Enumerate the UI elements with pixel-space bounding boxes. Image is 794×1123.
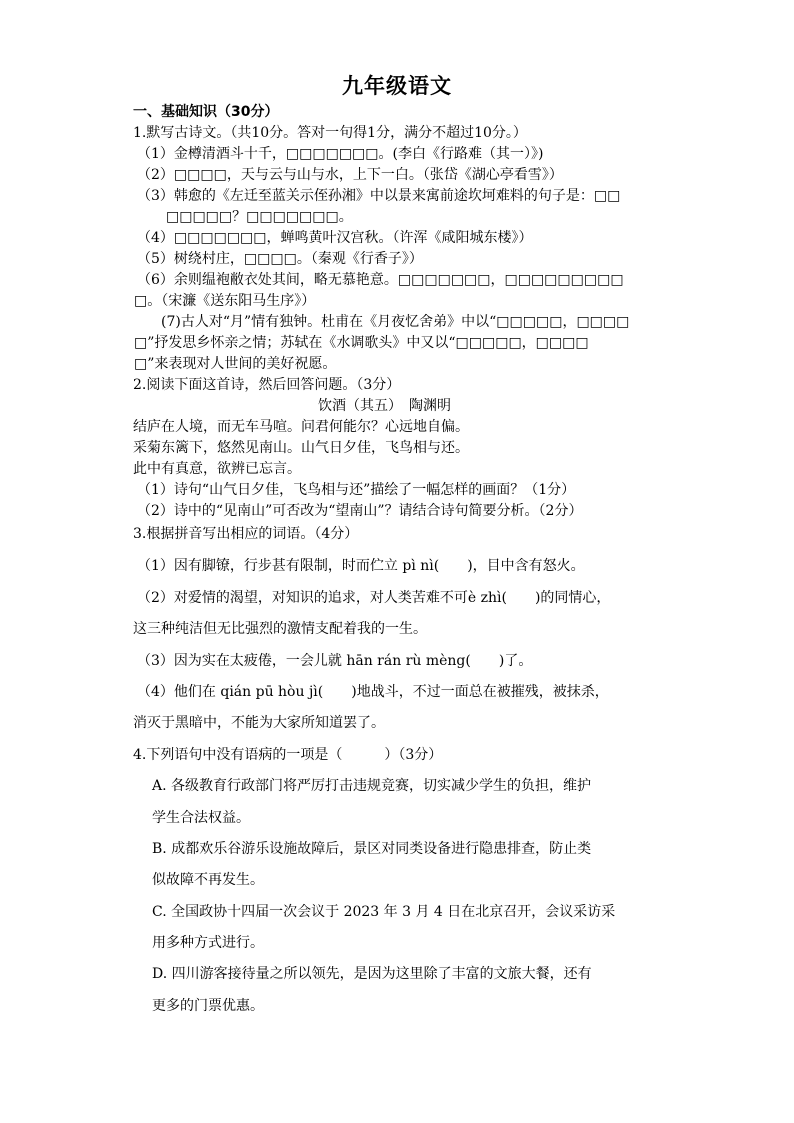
q3-line-3: （3）因为实在太疲倦，一会儿就 hān rán rù mèng( )了。	[137, 653, 533, 669]
q1-line-7a: (7)古人对“月”情有独钟。杜甫在《月夜忆舍弟》中以“□□□□□，□□□□	[161, 314, 630, 330]
q1-line-7b: □”抒发思乡怀亲之情；苏轼在《水调歌头》中又以“□□□□□，□□□□	[134, 335, 589, 351]
page-title: 九年级语文	[342, 74, 452, 98]
poem-line-2: 采菊东篱下，悠然见南山。山气日夕佳，飞鸟相与还。	[133, 440, 469, 456]
q1-stem: 1.默写古诗文。（共10分。答对一句得1分，满分不超过10分。）	[133, 125, 527, 141]
poem-title: 饮酒（其五） 陶渊明	[318, 398, 451, 414]
q1-line-2: （2）□□□□，天与云与山与水，上下一白。（张岱《湖心亭看雪》）	[137, 167, 563, 183]
q4-option-d-line-2: 更多的门票优惠。	[152, 998, 264, 1014]
q4-option-b-line-2: 似故障不再发生。	[152, 872, 264, 888]
poem-line-3: 此中有真意，欲辨已忘言。	[133, 461, 301, 477]
q1-line-1: （1）金樽清酒斗十千，□□□□□□□。(李白《行路难（其一）》)	[137, 146, 544, 162]
q2-sub-1: （1）诗句“山气日夕佳，飞鸟相与还”描绘了一幅怎样的画面？（1分）	[137, 482, 576, 498]
q3-line-1: （1）因有脚镣，行步甚有限制，时而伫立 pì nì( )，目中含有怒火。	[137, 558, 585, 574]
section-heading-basics: 一、基础知识（30分）	[133, 104, 279, 120]
q4-option-d-line-1: D. 四川游客接待量之所以领先，是因为这里除了丰富的文旅大餐，还有	[152, 966, 592, 982]
poem-line-1: 结庐在人境，而无车马喧。问君何能尔？心远地自偏。	[133, 419, 469, 435]
q1-line-3a: （3）韩愈的《左迁至蓝关示侄孙湘》中以景来寓前途坎坷难料的句子是：□□	[137, 188, 621, 204]
q4-option-a-line-2: 学生合法权益。	[152, 810, 250, 826]
q3-line-4b: 消灭于黑暗中，不能为大家所知道罢了。	[133, 715, 385, 731]
q4-stem: 4.下列语句中没有语病的一项是（ ）（3分）	[133, 747, 443, 763]
q3-line-2a: （2）对爱情的渴望，对知识的追求，对人类苦难不可è zhì( )的同情心，	[137, 590, 611, 606]
q1-line-5: （5）树绕村庄，□□□□。（秦观《行香子》）	[137, 251, 423, 267]
q1-line-4: （4）□□□□□□□，蝉鸣黄叶汉宫秋。（许浑《咸阳城东楼》）	[137, 230, 533, 246]
q4-option-c-line-2: 用多种方式进行。	[152, 935, 264, 951]
q3-line-4a: （4）他们在 qián pū hòu jì( )地战斗，不过一面总在被摧残，被抹杀，	[137, 684, 609, 700]
q1-line-7c: □”来表现对人世间的美好祝愿。	[134, 356, 337, 372]
q2-stem: 2.阅读下面这首诗，然后回答问题。（3分）	[133, 377, 401, 393]
q2-sub-2: （2）诗中的“见南山”可否改为“望南山”？请结合诗句简要分析。（2分）	[137, 503, 583, 519]
q4-option-b-line-1: B. 成都欢乐谷游乐设施故障后，景区对同类设备进行隐患排查，防止类	[152, 841, 592, 857]
q1-line-6a: （6）余则缊袍敝衣处其间，略无慕艳意。□□□□□□□，□□□□□□□□□	[137, 272, 624, 288]
q4-option-c-line-1: C. 全国政协十四届一次会议于 2023 年 3 月 4 日在北京召开，会议采访采	[152, 904, 616, 920]
q3-line-2b: 这三种纯洁但无比强烈的激情支配着我的一生。	[133, 621, 427, 637]
q4-option-a-line-1: A. 各级教育行政部门将严厉打击违规竞赛，切实减少学生的负担，维护	[152, 778, 592, 794]
q1-line-3b: □□□□□？□□□□□□□。	[166, 209, 353, 225]
q1-line-6b: □。（宋濂《送东阳马生序》）	[134, 293, 316, 309]
q3-stem: 3.根据拼音写出相应的词语。（4分）	[133, 526, 359, 542]
